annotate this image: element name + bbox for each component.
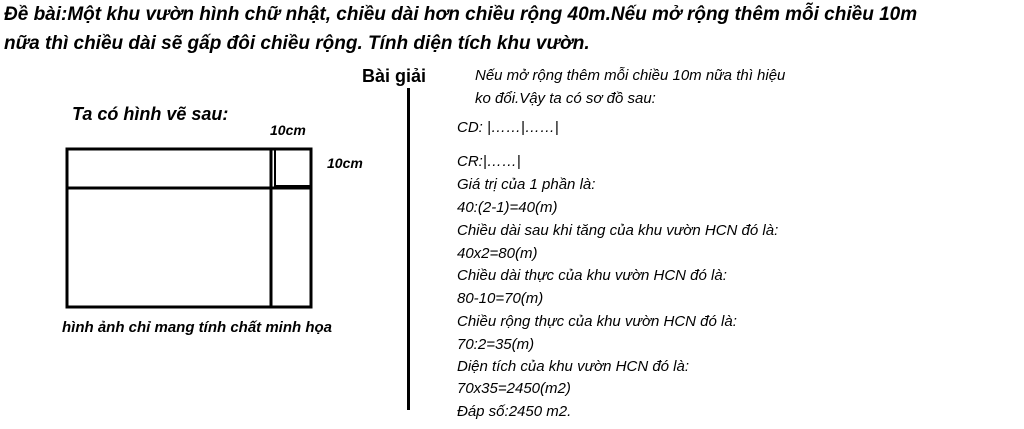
garden-diagram	[64, 146, 314, 310]
step-4-text: Chiều rộng thực của khu vườn HCN đó là:	[457, 313, 737, 330]
side-dimension-label: 10cm	[327, 155, 363, 171]
solution-intro-1: Nếu mở rộng thêm mỗi chiều 10m nữa thì hiệu	[475, 67, 786, 84]
step-2-calc: 40x2=80(m)	[457, 245, 538, 262]
solution-intro-2: ko đổi.Vậy ta có sơ đồ sau:	[475, 90, 656, 107]
step-2-text: Chiều dài sau khi tăng của khu vườn HCN đó là:	[457, 222, 779, 239]
solution-heading: Bài giải	[362, 66, 427, 86]
figure-caption: hình ảnh chỉ mang tính chất minh họa	[62, 319, 332, 336]
step-3-text: Chiều dài thực của khu vườn HCN đó là:	[457, 267, 727, 284]
step-5-calc: 70x35=2450(m2)	[457, 380, 571, 397]
step-4-calc: 70:2=35(m)	[457, 336, 535, 353]
vertical-divider	[407, 88, 410, 410]
top-dimension-label: 10cm	[270, 122, 306, 138]
step-1-calc: 40:(2-1)=40(m)	[457, 199, 558, 216]
figure-title: Ta có hình vẽ sau:	[72, 104, 229, 124]
step-3-calc: 80-10=70(m)	[457, 290, 544, 307]
corner-square	[275, 149, 311, 186]
long-side-diagram: CD: |……|……|	[457, 119, 559, 136]
step-1-text: Giá trị của 1 phần là:	[457, 176, 596, 193]
short-side-diagram: CR:|……|	[457, 153, 521, 170]
problem-line-1: Đề bài:Một khu vườn hình chữ nhật, chiều dài hơn chiều rộng 40m.Nếu mở rộng thêm mỗi chiều 10m	[4, 4, 918, 25]
step-5-text: Diện tích của khu vườn HCN đó là:	[457, 358, 690, 375]
final-answer: Đáp số:2450 m2.	[457, 403, 572, 420]
problem-line-2: nữa thì chiều dài sẽ gấp đôi chiều rộng. Tính diện tích khu vườn.	[4, 33, 590, 54]
